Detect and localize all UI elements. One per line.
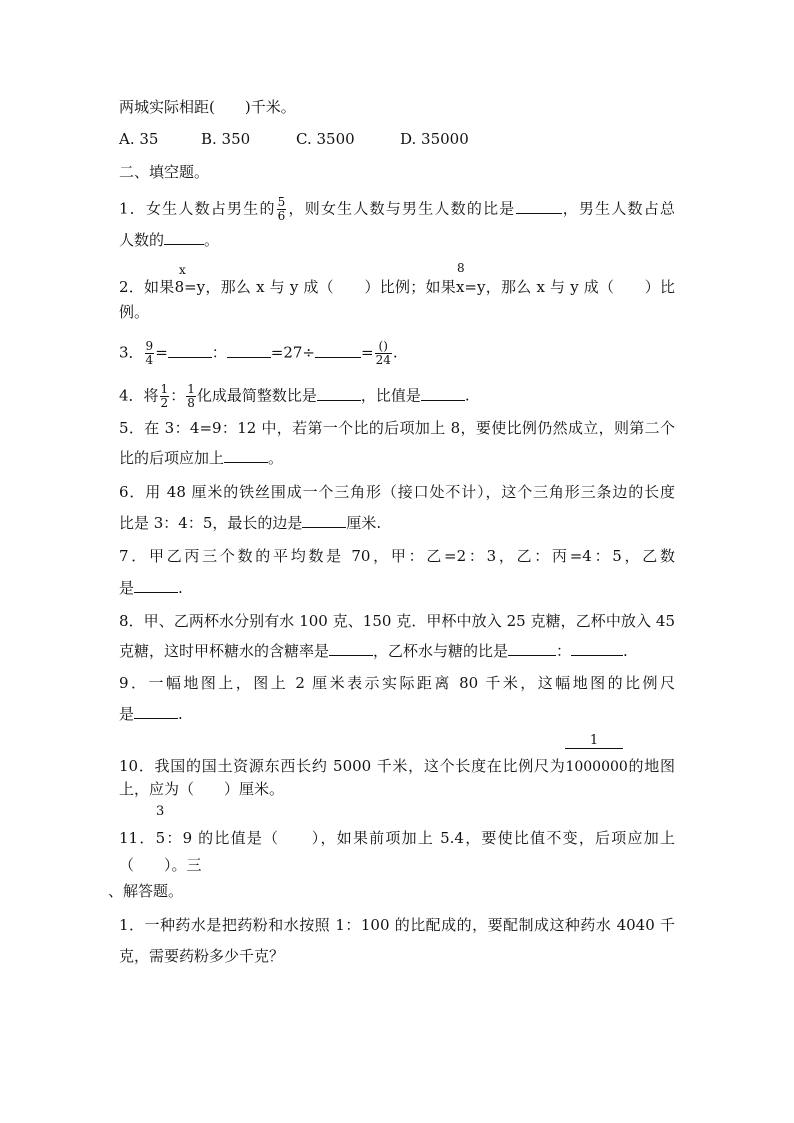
q5-line1 — [119, 418, 675, 438]
q6-line1 — [119, 482, 675, 502]
q4-blank-2[interactable] — [421, 386, 465, 401]
q1-blank-2[interactable] — [164, 230, 204, 245]
q9-line1 — [119, 673, 675, 693]
q10-text-b: 的地图 — [627, 757, 675, 775]
q6-line2 — [119, 513, 675, 533]
q3-eq-3: = — [361, 343, 374, 362]
q5-text-c: 。 — [268, 449, 284, 467]
q4-blank-1[interactable] — [317, 386, 361, 401]
q7-text-b: 是 — [119, 579, 135, 597]
q8-text-a: 8．甲、乙两杯水分别有水 100 克、150 克．甲杯中放入 25 克糖，乙杯中放入 45 — [119, 612, 675, 630]
q10-text-a: 10．我国的国土资源东西长约 5000 千米，这个长度在比例尺为 — [119, 757, 566, 775]
q8-text-c: ，乙杯水与糖的比是 — [373, 642, 509, 660]
q1-fraction-den: 6 — [277, 209, 286, 223]
s3q1-text-b: 克，需要药粉多少千克？ — [119, 947, 285, 965]
q4-fraction-1-num: 1 — [160, 382, 169, 396]
q9-blank[interactable] — [134, 704, 178, 719]
choice-c: C. 3500 — [296, 130, 355, 148]
q7-text-a: 7．甲乙丙三个数的平均数是 70，甲：乙=2：3，乙：丙=4：5，乙数 — [119, 547, 675, 565]
section-2-title — [119, 162, 675, 182]
q2-line1 — [119, 277, 675, 297]
q11-fraction-den: 5 — [155, 829, 166, 847]
q4-fraction-2-num: 1 — [187, 382, 195, 396]
choice-d: D. 35000 — [400, 130, 469, 148]
section-3-title — [108, 881, 675, 901]
q3-blank-2[interactable] — [227, 343, 271, 358]
q4-line — [119, 383, 675, 410]
q9-text-b: 是 — [119, 705, 135, 723]
q1-text-e: 。 — [204, 231, 220, 249]
s3q1-text-a: 1．一种药水是把药粉和水按照 1：100 的比配成的，要配制成这种药水 4040 千 — [119, 916, 675, 934]
q3-blank-1[interactable] — [168, 343, 212, 358]
choice-a: A. 35 — [119, 130, 159, 148]
q4-text-c: ，比值是 — [360, 386, 421, 405]
q6-text-b: 比是 3：4：5，最长的边是 — [119, 514, 303, 532]
q3-label: 3． — [119, 343, 144, 362]
q7-blank[interactable] — [134, 578, 178, 593]
q3-line — [119, 340, 675, 367]
q1-fraction-num: 5 — [277, 195, 286, 209]
q4-text-a: 4．将 — [119, 386, 159, 405]
q4-fraction-2 — [186, 383, 196, 410]
choices-row — [119, 129, 675, 149]
q3-fraction-den: 4 — [145, 353, 154, 367]
q10-fraction-num: 1 — [565, 734, 623, 749]
q2-text-c: x=y，那么 x 与 y 成（ ）比 — [455, 278, 676, 296]
q2-line2 — [119, 302, 675, 322]
q3-eq-2: =27÷ — [270, 343, 316, 362]
q4-fraction-1-den: 2 — [160, 396, 169, 410]
q3-fraction-2-den: 24 — [375, 353, 391, 367]
q11-text-a: ：9 的比值是（ ），如果前项加上 5.4，要使比值不变，后项应加上 — [165, 829, 675, 847]
q2-x-numerator: x — [179, 263, 186, 277]
q10-fraction-den: 1000000 — [565, 759, 628, 775]
q4-end: . — [464, 386, 470, 405]
q3-fraction-num: 9 — [145, 339, 154, 353]
q8-blank-1[interactable] — [329, 641, 373, 656]
q5-text-b: 比的后项应加上 — [119, 449, 225, 467]
q3-fraction-2 — [375, 340, 392, 367]
q4-text-b: 化成最简整数比是 — [196, 386, 317, 405]
q1-text-b: ，则女生人数与男生人数的比是 — [287, 199, 516, 218]
q8-colon: ： — [556, 642, 572, 660]
q10-line2 — [119, 779, 675, 799]
q4-colon: ： — [170, 386, 186, 405]
q11-line2 — [119, 855, 675, 875]
q3-fraction — [145, 340, 155, 367]
q11-fraction-num: 3 — [156, 804, 165, 819]
s3q1-line2 — [119, 946, 675, 966]
q4-fraction-2-den: 8 — [187, 396, 195, 410]
question-tail-text: 两城实际相距( )千米。 — [119, 98, 296, 116]
q1-text-c: ，男生人数占总 — [561, 199, 675, 218]
q11-text-b: （ ）。三 — [119, 856, 202, 874]
q1-blank-1[interactable] — [516, 199, 562, 214]
q11-line1 — [119, 828, 675, 848]
q3-end: . — [392, 343, 398, 362]
q8-text-d: . — [623, 642, 628, 660]
q8-line1 — [119, 611, 675, 631]
q3-eq-1: = — [155, 343, 168, 362]
q7-text-c: . — [178, 579, 183, 597]
section-2-title-text: 二、填空题。 — [119, 163, 210, 181]
q1-text-a: 1．女生人数占男生的 — [119, 199, 276, 218]
q5-line2 — [119, 448, 675, 468]
q5-blank[interactable] — [224, 448, 268, 463]
q6-text-a: 6．用 48 厘米的铁丝围成一个三角形（接口处不计），这个三角形三条边的长度 — [119, 483, 675, 501]
q9-text-c: . — [178, 705, 183, 723]
q8-blank-2[interactable] — [508, 641, 556, 656]
question-tail — [119, 97, 675, 117]
q10-line1 — [119, 756, 675, 777]
choice-b: B. 350 — [201, 130, 251, 148]
q1-fraction — [277, 196, 287, 223]
q7-line2 — [119, 578, 675, 598]
q8-blank-3[interactable] — [571, 641, 623, 656]
q3-colon: ： — [211, 343, 227, 362]
q6-blank[interactable] — [302, 513, 346, 528]
q6-text-c: 厘米. — [346, 514, 382, 532]
q9-line2 — [119, 704, 675, 724]
q5-text-a: 5．在 3：4=9：12 中，若第一个比的后项加上 8，要使比例仍然成立，则第二个 — [119, 419, 675, 437]
q9-text-a: 9．一幅地图上，图上 2 厘米表示实际距离 80 千米，这幅地图的比例尺 — [119, 674, 675, 692]
q2-8-numerator: 8 — [457, 261, 465, 275]
q2-text-d: 例。 — [119, 303, 150, 321]
q8-text-b: 克糖，这时甲杯糖水的含糖率是 — [119, 642, 330, 660]
q4-fraction-1 — [160, 383, 170, 410]
q11-label: 11． — [119, 829, 156, 847]
q1-line1 — [119, 196, 675, 223]
q7-line1 — [119, 546, 675, 566]
q2-text-b: 8=y，那么 x 与 y 成（ ）比例；如果 — [174, 278, 456, 296]
q3-blank-3[interactable] — [315, 343, 361, 358]
q2-text-a: 2．如果 — [119, 278, 175, 296]
section-3-title-text: 、解答题。 — [108, 882, 184, 900]
q10-text-c: 上，应为（ ）厘米。 — [119, 780, 285, 798]
q8-line2 — [119, 641, 675, 661]
q3-fraction-2-num: () — [375, 340, 392, 354]
q1-line2 — [119, 230, 675, 250]
s3q1-line1 — [119, 915, 675, 935]
q1-text-d: 人数的 — [119, 231, 165, 249]
